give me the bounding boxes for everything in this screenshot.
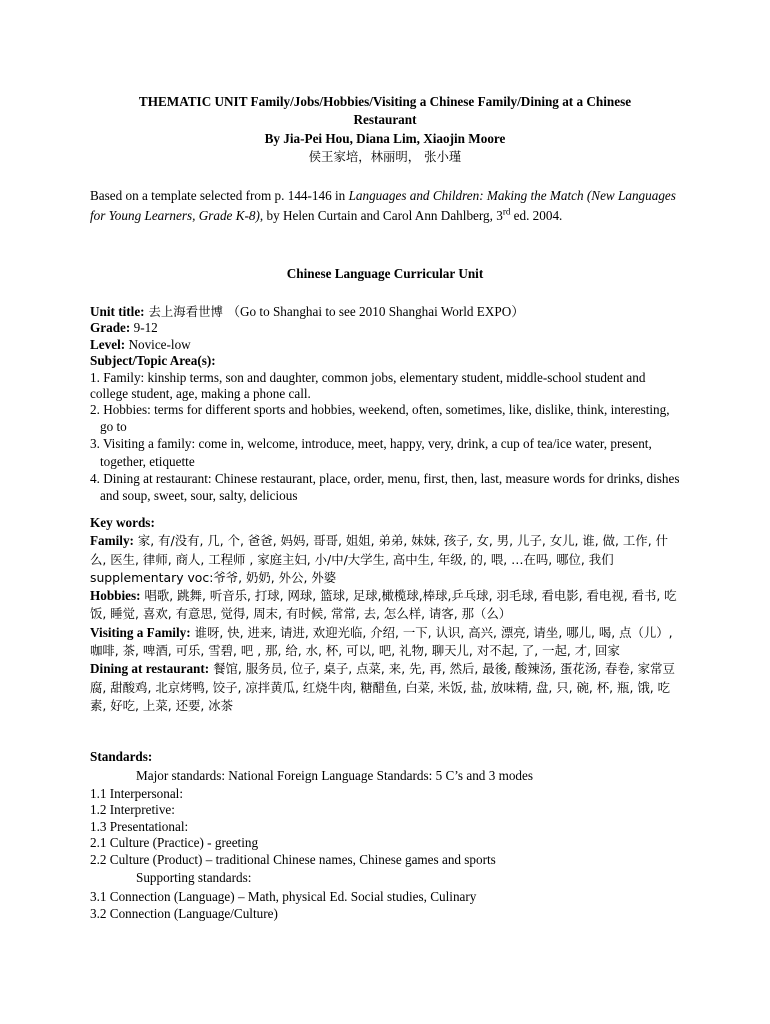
keywords-heading: Key words: bbox=[90, 515, 155, 530]
topic-item: 4. Dining at restaurant: Chinese restaurant, place, order, menu, first, then, last, measure words for drinks, dishes and soup, sweet, sour, salty, delicious bbox=[90, 471, 680, 503]
unit-title-row bbox=[90, 304, 680, 320]
topic-item: 3. Visiting a family: come in, welcome, introduce, meet, happy, very, drink, a cup of tea/ice water, present, together, etiquette bbox=[90, 436, 652, 470]
authors-chinese: 侯王家培，林丽明， 张小瑾 bbox=[308, 149, 462, 165]
dining-words: 餐馆, 服务员, 位子, 桌子, 点菜, 来, 先, 再, 然后, 最後, 酸辣汤, 蛋花汤, 春卷, 家常豆腐, 甜酸鸡, 北京烤鸭, 饺子, 凉拌黄瓜, 红烧牛肉, 糖醋鱼, 白菜, 米饭, 盐, 放味精, 盘, 只, 碗, 杯, 瓶, 饿, 吃素, 好吃, 上菜, 还要, 冰茶 bbox=[90, 661, 675, 713]
keywords-hobbies bbox=[90, 587, 680, 624]
standards-heading: Standards: bbox=[90, 749, 153, 764]
unit-title-label: Unit title: bbox=[90, 304, 145, 319]
source-post: , by Helen Curtain and Carol Ann Dahlberg, 3 bbox=[259, 207, 503, 223]
level-value: Novice-low bbox=[125, 336, 191, 352]
grade-label: Grade: bbox=[90, 320, 131, 336]
source-end: ed. 2004. bbox=[510, 207, 563, 223]
title-line-1: THEMATIC UNIT Family/Jobs/Hobbies/Visiting a Chinese Family/Dining at a Chinese bbox=[138, 94, 632, 109]
document-header bbox=[90, 94, 680, 166]
keywords-section bbox=[90, 514, 680, 715]
keywords-family bbox=[90, 532, 680, 569]
standard-item: 2.1 Culture (Practice) - greeting bbox=[90, 835, 259, 851]
source-paragraph bbox=[90, 186, 680, 225]
supplementary-vocabulary: supplementary voc:爷爷, 奶奶, 外公, 外婆 bbox=[90, 569, 337, 585]
authors: By Jia-Pei Hou, Diana Lim, Xiaojin Moore bbox=[264, 130, 506, 146]
unit-title-chinese: 去上海看世博 bbox=[144, 304, 227, 319]
grade-row bbox=[90, 320, 680, 336]
unit-title-english: （Go to Shanghai to see 2010 Shanghai World EXPO） bbox=[226, 304, 525, 319]
topic-item: 2. Hobbies: terms for different sports and hobbies, weekend, often, sometimes, like, dislike, think, interesting, go to bbox=[90, 402, 670, 434]
keywords-visiting bbox=[90, 624, 680, 661]
grade-value: 9-12 bbox=[130, 320, 158, 336]
unit-meta bbox=[90, 304, 680, 504]
standard-item: 1.1 Interpersonal: bbox=[90, 786, 184, 801]
supporting-standards: Supporting standards: bbox=[136, 870, 252, 886]
source-superscript: rd bbox=[502, 206, 511, 217]
level-label: Level: bbox=[90, 336, 126, 352]
visiting-label: Visiting a Family: bbox=[90, 624, 191, 640]
family-label: Family: bbox=[90, 533, 134, 549]
standard-item: 1.3 Presentational: bbox=[90, 818, 189, 834]
title-line-2: Restaurant bbox=[353, 112, 417, 128]
level-row bbox=[90, 337, 680, 353]
section-title: Chinese Language Curricular Unit bbox=[286, 266, 484, 281]
source-pre: Based on a template selected from p. 144-146 in bbox=[90, 188, 349, 203]
keywords-dining bbox=[90, 660, 680, 715]
supporting-item: 3.1 Connection (Language) – Math, physical Ed. Social studies, Culinary bbox=[90, 889, 477, 905]
standard-item: 2.2 Culture (Product) – traditional Chinese names, Chinese games and sports bbox=[90, 851, 496, 867]
standards-section bbox=[90, 748, 680, 922]
source-book-title: Languages and Children: Making the Match (New Languages for Young Learners, Grade K-8) bbox=[90, 188, 676, 223]
supporting-item: 3.2 Connection (Language/Culture) bbox=[90, 906, 278, 922]
subject-label: Subject/Topic Area(s): bbox=[90, 353, 216, 369]
hobbies-label: Hobbies: bbox=[90, 588, 141, 604]
hobbies-words: 唱歌, 跳舞, 听音乐, 打球, 网球, 篮球, 足球,橄榄球,棒球,乒乓球, 羽毛球, 看电影, 看电视, 看书, 吃饭, 睡觉, 喜欢, 有意思, 觉得, 周末, 有时候, 常常, 去, 怎么样, 请客, 那（么） bbox=[90, 588, 677, 622]
major-standards: Major standards: National Foreign Language Standards: 5 C’s and 3 modes bbox=[136, 768, 534, 783]
visiting-words: 谁呀, 快, 进来, 请进, 欢迎光临, 介绍, 一下, 认识, 高兴, 漂亮, 请坐, 哪儿, 喝, 点（儿）, 咖啡, 茶, 啤酒, 可乐, 雪碧, 吧 , 那, 给, 水, 杯, 可以, 吧, 礼物, 聊天儿, 对不起, 了, 一起, 才, 回家 bbox=[90, 624, 673, 659]
standard-item: 1.2 Interpretive: bbox=[90, 802, 175, 818]
family-words: 家, 有/没有, 几, 个, 爸爸, 妈妈, 哥哥, 姐姐, 弟弟, 妹妹, 孩子, 女, 男, 儿子, 女儿, 谁, 做, 工作, 什么, 医生, 律师, 商人, 工程师 , 家庭主妇, 小/中/大学生, 高中生, 年级, 的, 喂, …在吗, 哪位, 我们 bbox=[90, 533, 668, 567]
dining-label: Dining at restaurant: bbox=[90, 661, 210, 677]
topic-item: 1. Family: kinship terms, son and daughter, common jobs, elementary student, middle-school student and college student, age, making a phone call. bbox=[90, 369, 646, 402]
